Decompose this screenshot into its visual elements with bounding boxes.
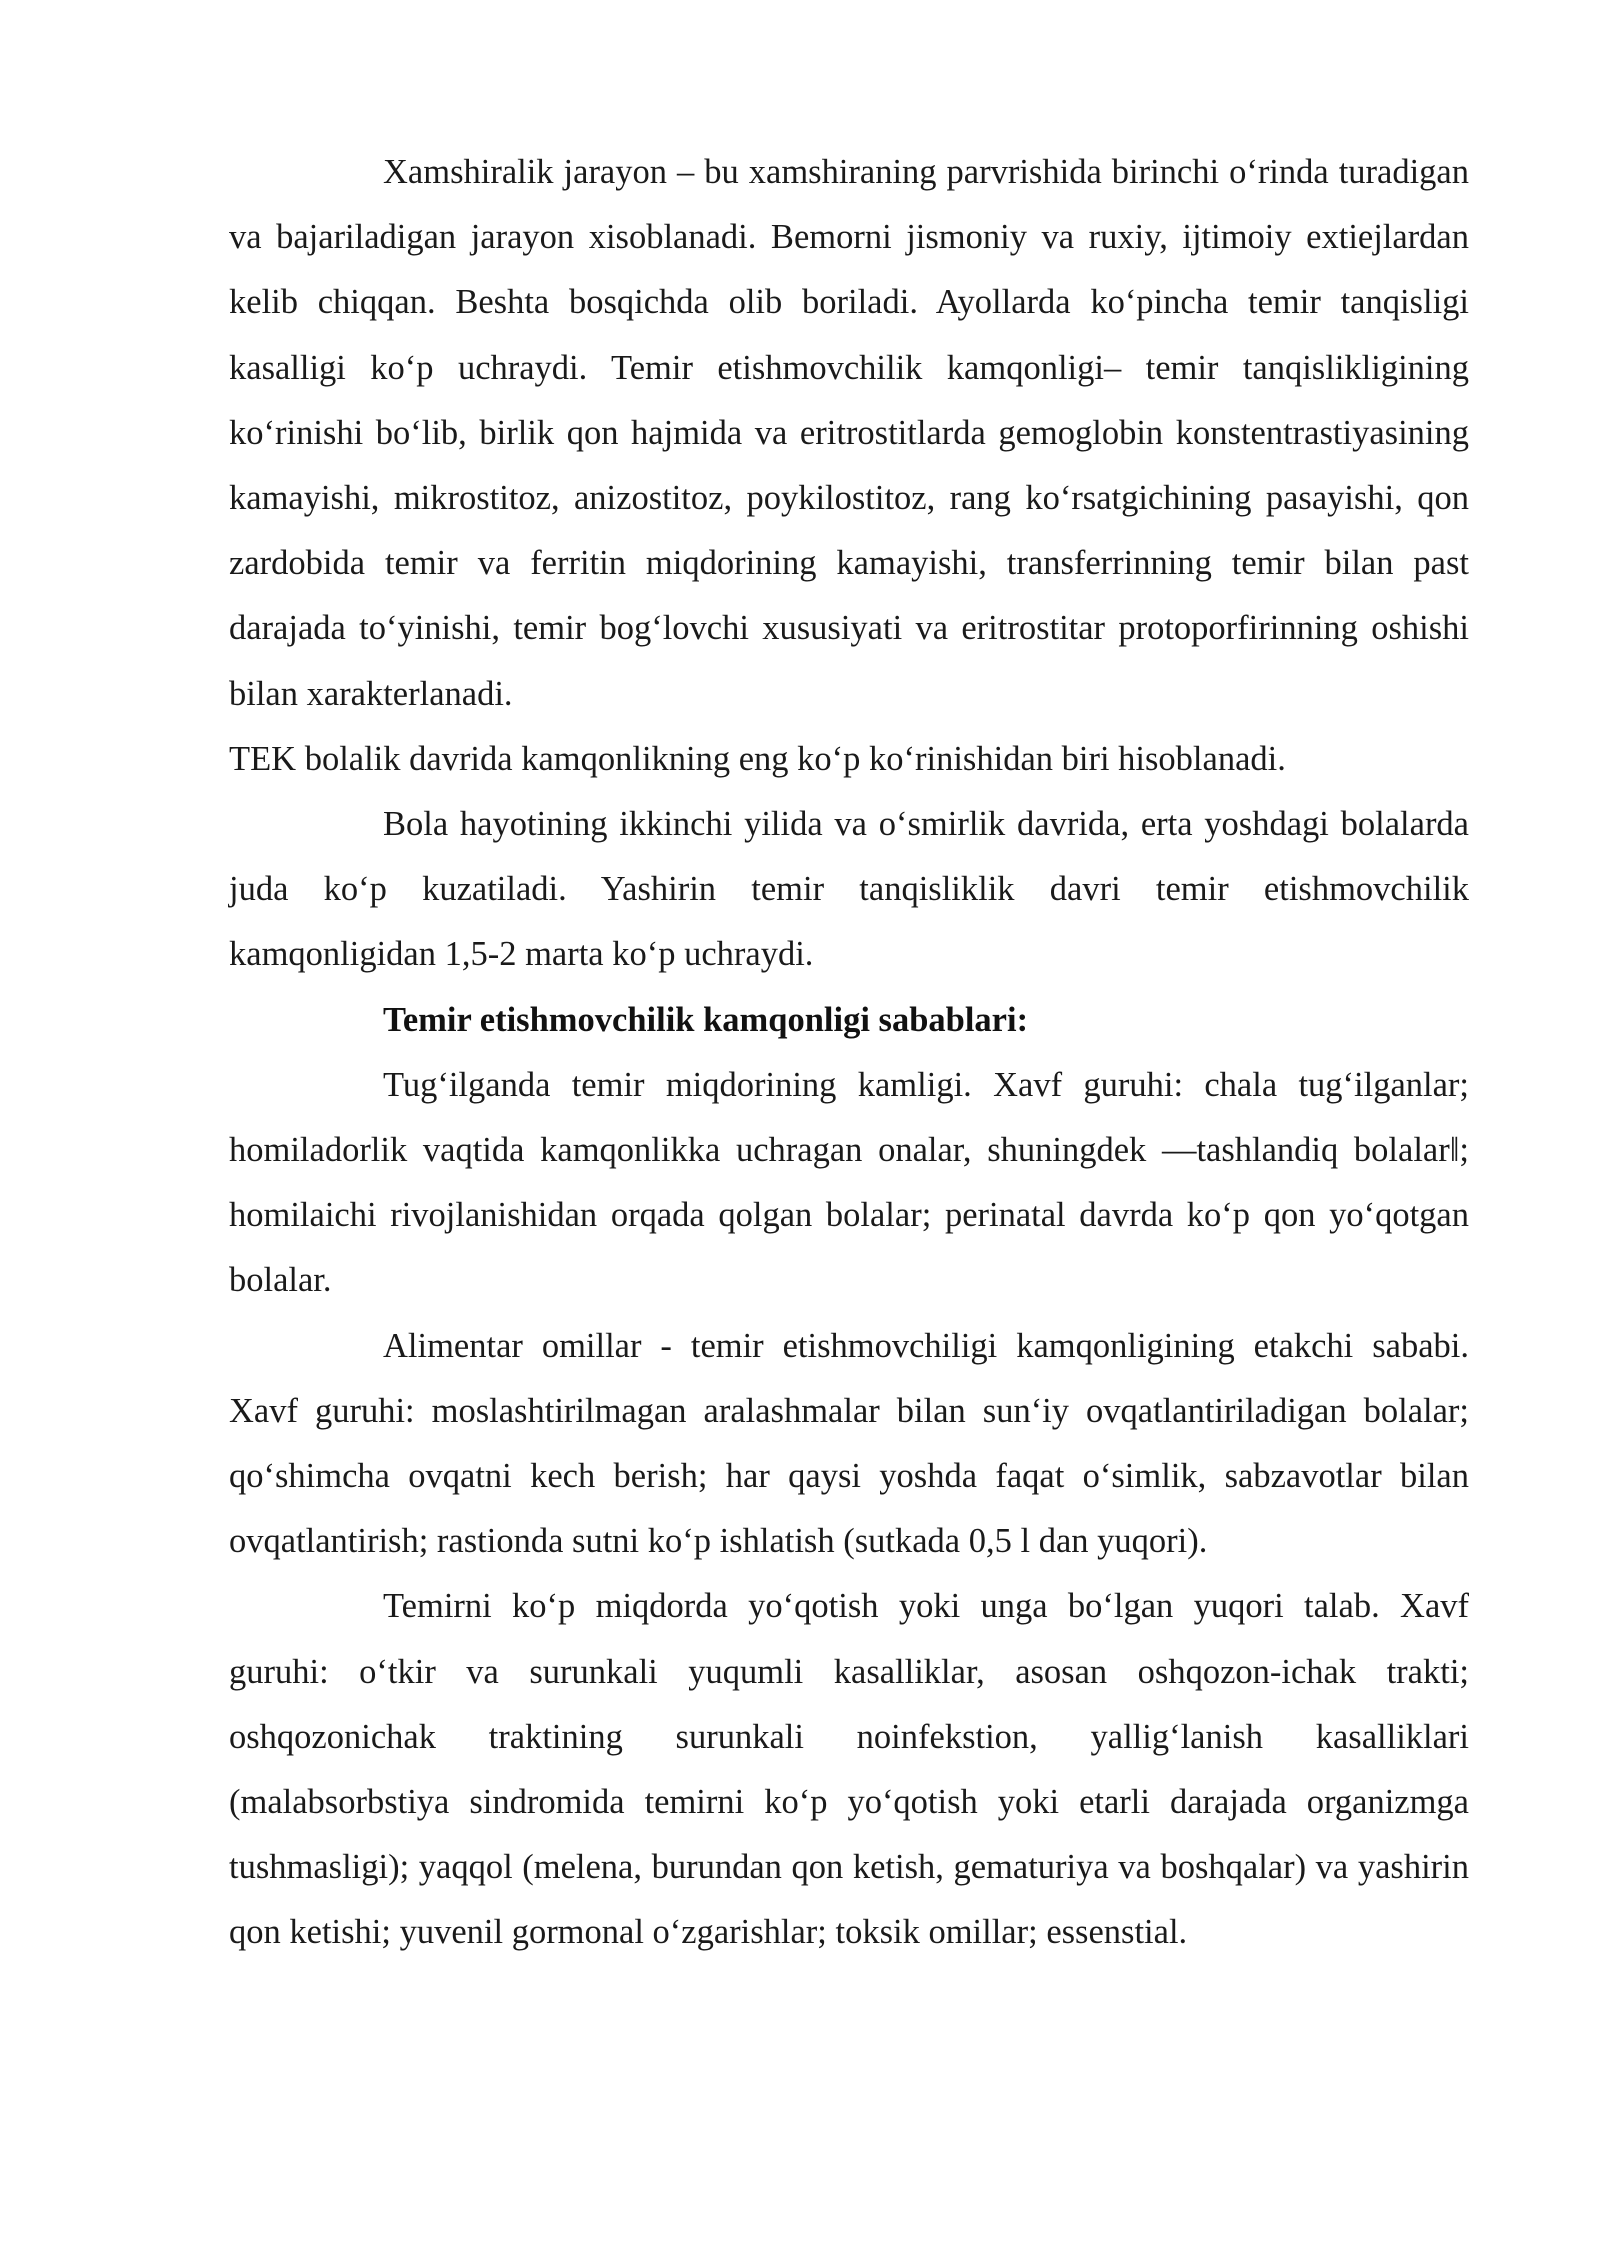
paragraph-temirni-kop-yoqotish: Temirni ko‘p miqdorda yo‘qotish yoki unga bo‘lgan yuqori talab. Xavf guruhi: o‘tkir va surunkali yuqumli kasalliklar, asosan oshqozon-ichak trakti; oshqozonichak traktining surunkali noinfekstion, yallig‘lanish kasalliklari (malabsorbstiya sindromida temirni ko‘p yo‘qotish yoki etarli darajada organizmga tushmasligi); yaqqol (melena, burundan qon ketish, gematuriya va boshqalar) va yashirin qon ketishi; yuvenil gormonal o‘zgarishlar; toksik omillar; essenstial. [229,1587,1469,1952]
paragraph-tugilganda: Tug‘ilganda temir miqdorining kamligi. Xavf guruhi: chala tug‘ilganlar; homiladorlik vaqtida kamqonlikka uchragan onalar, shuningdek ―tashlandiq bolalar‖; homilaichi rivojlanishidan orqada qolgan bolalar; perinatal davrda ko‘p qon yo‘qotgan bolalar. [229,1065,1469,1300]
paragraph-xamshiralik-jarayon: Xamshiralik jarayon – bu xamshiraning parvrishida birinchi o‘rinda turadigan va bajariladigan jarayon xisoblanadi. Bemorni jismoniy va ruxiy, ijtimoiy extiejlardan kelib chiqqan. Beshta bosqichda olib boriladi. Ayollarda ko‘pincha temir tanqisligi kasalligi ko‘p uchraydi. Temir etishmovchilik kamqonligi– temir tanqislikligining ko‘rinishi bo‘lib, birlik qon hajmida va eritrostitlarda gemoglobin konstentrastiyasining kamayishi, mikrostitoz, anizostitoz, poykilostitoz, rang ko‘rsatgichining pasayishi, qon zardobida temir va ferritin miqdorining kamayishi, transferrinning temir bilan past darajada to‘yinishi, temir bog‘lovchi xususiyati va eritrostitar protoporfirinning oshishi bilan xarakterlanadi. [229,153,1469,713]
section-heading-sabablari: Temir etishmovchilik kamqonligi sabablari: [383,1000,1029,1039]
paragraph-bola-hayotining: Bola hayotining ikkinchi yilida va o‘smirlik davrida, erta yoshdagi bolalarda juda ko‘p kuzatiladi. Yashirin temir tanqisliklik davri temir etishmovchilik kamqonligidan 1,5-2 marta ko‘p uchraydi. [229,805,1469,974]
document-page [229,140,1469,1966]
paragraph-alimentar-omillar: Alimentar omillar - temir etishmovchiligi kamqonligining etakchi sababi. Xavf guruhi: moslashtirilmagan aralashmalar bilan sun‘iy ovqatlantiriladigan bolalar; qo‘shimcha ovqatni kech berish; har qaysi yoshda faqat o‘simlik, sabzavotlar bilan ovqatlantirish; rastionda sutni ko‘p ishlatish (sutkada 0,5 l dan yuqori). [229,1326,1469,1561]
paragraph-tek-bolalik: TEK bolalik davrida kamqonlikning eng ko‘p ko‘rinishidan biri hisoblanadi. [229,739,1286,778]
